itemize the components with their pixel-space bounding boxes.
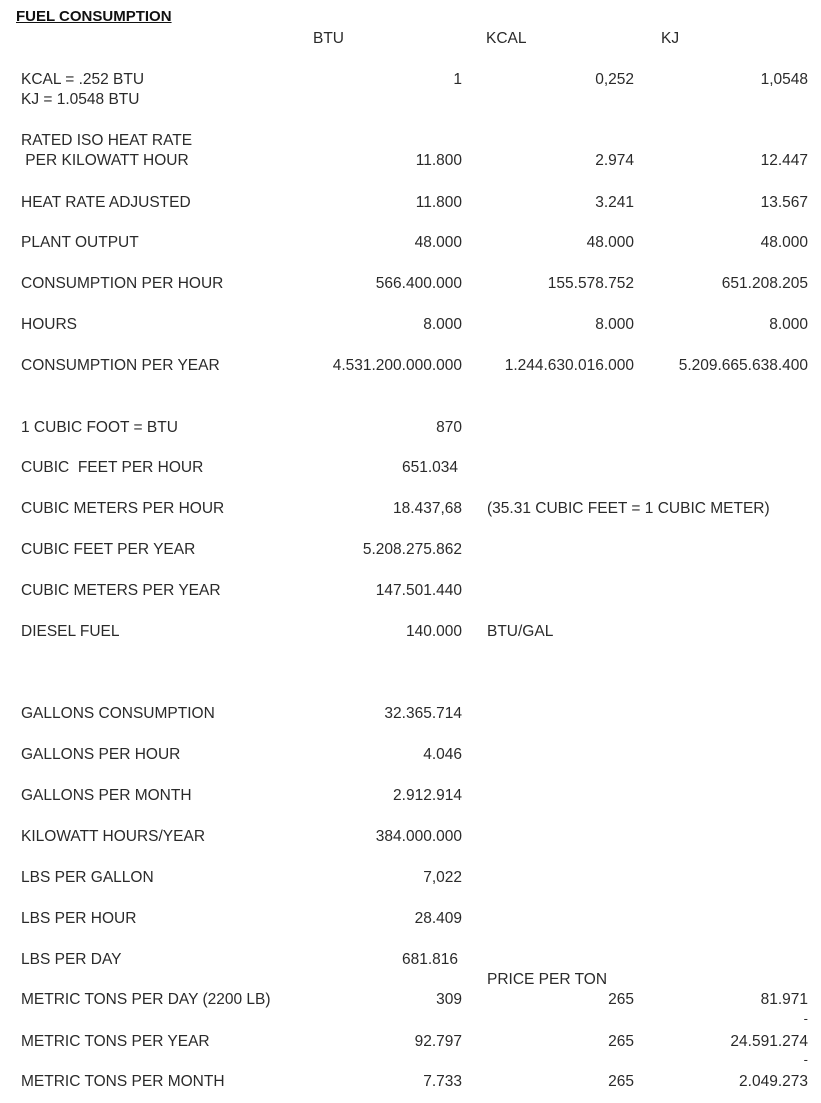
diesel-label: GALLONS PER MONTH: [21, 787, 192, 804]
row-kj: 5.209.665.638.400: [678, 357, 808, 374]
row-label: PLANT OUTPUT: [21, 234, 139, 251]
tons-total: 24.591.274: [730, 1033, 808, 1050]
tons-total: 2.049.273: [739, 1073, 808, 1090]
gas-value: 18.437,68: [393, 500, 462, 517]
gas-label: DIESEL FUEL: [21, 623, 120, 640]
gas-label: 1 CUBIC FOOT = BTU: [21, 419, 178, 436]
tons-price: 265: [608, 1073, 634, 1090]
row-btu: 566.400.000: [375, 275, 462, 292]
gas-value: 5.208.275.862: [362, 541, 462, 558]
tons-value: 92.797: [414, 1033, 462, 1050]
row-label: CONSUMPTION PER YEAR: [21, 357, 220, 374]
gas-value: 140.000: [405, 623, 462, 640]
gas-label: CUBIC METERS PER HOUR: [21, 500, 225, 517]
diesel-label: LBS PER HOUR: [21, 910, 137, 927]
diesel-label: GALLONS PER HOUR: [21, 746, 181, 763]
conversion-btu: 1: [453, 71, 462, 88]
conversion-kj: 1,0548: [760, 71, 808, 88]
page-title: FUEL CONSUMPTION: [16, 8, 172, 25]
row-kj: 651.208.205: [721, 275, 808, 292]
price-per-ton-header: PRICE PER TON: [487, 971, 608, 988]
tons-total: 81.971: [760, 991, 808, 1008]
row-kj: 8.000: [769, 316, 808, 333]
tons-price: 265: [608, 1033, 634, 1050]
diesel-label: LBS PER GALLON: [21, 869, 154, 886]
tons-dash: -: [803, 1052, 808, 1067]
diesel-label: LBS PER DAY: [21, 951, 122, 968]
diesel-value: 2.912.914: [393, 787, 462, 804]
tons-label: METRIC TONS PER YEAR: [21, 1033, 210, 1050]
conversion-kcal: 0,252: [595, 71, 634, 88]
gas-note: (35.31 CUBIC FEET = 1 CUBIC METER): [487, 500, 770, 517]
row-kj: 13.567: [760, 194, 808, 211]
row-kcal: 3.241: [595, 194, 634, 211]
row-label: CONSUMPTION PER HOUR: [21, 275, 224, 292]
diesel-label: GALLONS CONSUMPTION: [21, 705, 215, 722]
gas-value: 147.501.440: [375, 582, 462, 599]
tons-value: 7.733: [423, 1073, 462, 1090]
conversion-label-kj: KJ = 1.0548 BTU: [21, 91, 140, 108]
rated-iso-kj: 12.447: [760, 152, 808, 169]
header-kj: KJ: [661, 30, 680, 47]
row-kcal: 8.000: [595, 316, 634, 333]
rated-iso-btu: 11.800: [415, 152, 462, 169]
gas-value: 651.034: [401, 459, 458, 476]
header-kcal: KCAL: [486, 30, 527, 47]
diesel-value: 32.365.714: [384, 705, 462, 722]
gas-note: BTU/GAL: [487, 623, 554, 640]
gas-label: CUBIC METERS PER YEAR: [21, 582, 221, 599]
tons-value: 309: [436, 991, 462, 1008]
row-kcal: 1.244.630.016.000: [504, 357, 634, 374]
row-kj: 48.000: [760, 234, 808, 251]
rated-iso-label: RATED ISO HEAT RATE: [21, 132, 193, 149]
tons-label: METRIC TONS PER DAY (2200 LB): [21, 991, 271, 1008]
diesel-value: 681.816: [401, 951, 458, 968]
rated-iso-label-2: PER KILOWATT HOUR: [21, 152, 189, 169]
conversion-label-kcal: KCAL = .252 BTU: [21, 71, 145, 88]
tons-price: 265: [608, 991, 634, 1008]
diesel-value: 28.409: [414, 910, 462, 927]
row-kcal: 155.578.752: [547, 275, 634, 292]
tons-label: METRIC TONS PER MONTH: [21, 1073, 225, 1090]
tons-dash: -: [803, 1011, 808, 1026]
diesel-value: 4.046: [423, 746, 462, 763]
gas-label: CUBIC FEET PER YEAR: [21, 541, 196, 558]
row-label: HOURS: [21, 316, 77, 333]
diesel-value: 384.000.000: [375, 828, 462, 845]
diesel-value: 7,022: [423, 869, 462, 886]
row-btu: 4.531.200.000.000: [332, 357, 462, 374]
row-kcal: 48.000: [586, 234, 634, 251]
rated-iso-kcal: 2.974: [595, 152, 634, 169]
gas-label: CUBIC FEET PER HOUR: [21, 459, 204, 476]
row-label: HEAT RATE ADJUSTED: [21, 194, 191, 211]
diesel-label: KILOWATT HOURS/YEAR: [21, 828, 206, 845]
header-btu: BTU: [313, 30, 344, 47]
row-btu: 11.800: [415, 194, 462, 211]
row-btu: 48.000: [414, 234, 462, 251]
gas-value: 870: [436, 419, 462, 436]
row-btu: 8.000: [423, 316, 462, 333]
